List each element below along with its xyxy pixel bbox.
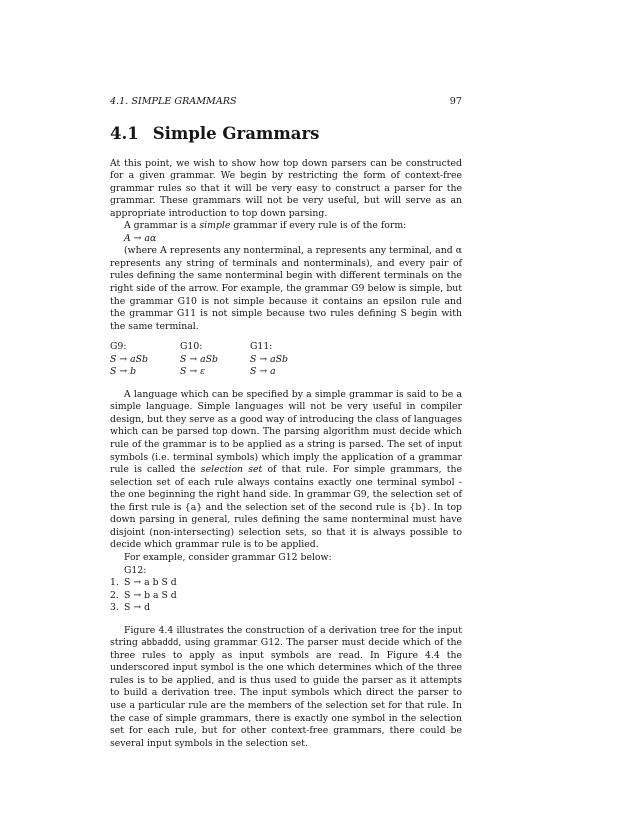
section-heading [110,124,462,144]
text-run: , using grammar G12. The parser must decide which of the three rules to apply as input symbols are read. In Figure 4.4 the underscored input symbol is the one which determines which of the three rules is to be applied, and is thus used to guide the parser as it attempts to build a derivation tree. The input symbols which direct the parser to use a particular rule are the members of the selection set for that rule. In the case of simple grammars, there is exactly one symbol in the selection set for each rule, but for other context-free grammars, there could be several input symbols in the selection set. [110,637,462,749]
grammar-examples [110,341,462,379]
section-title: Simple Grammars [152,123,320,143]
grammar-g10 [180,341,250,379]
list-item [110,590,462,603]
page-number: 97 [449,96,462,107]
rule-text: S → b a S d [124,589,177,601]
text-run: A language which can be specified by a simple grammar is said to be a simple language. Simple languages will not be very useful in compiler design, but they serve as a good way of introducing the class of languages which can be parsed top down. The parsing algorithm must decide which rule of the grammar is to be applied as a string is parsed. The set of input symbols (i.e. terminal symbols) which imply the application of a grammar rule is called the [110,388,462,476]
paragraph-g12-intro: For example, consider grammar G12 below: [124,551,332,563]
paragraph-simple-definition [110,220,462,233]
emphasis-simple: simple [199,220,231,232]
grammar-g12-name: G12: [124,564,147,576]
text-run: A grammar is a [124,220,200,232]
grammar-g9 [110,341,180,379]
spacer [110,615,462,625]
text-run: grammar if every rule is of the form: [230,220,407,232]
grammar-g12-rules [110,577,462,615]
list-item [110,602,462,615]
paragraph-simple-explanation: (where A represents any nonterminal, a represents any terminal, and α represents any string of terminals and nonterminals), and every pair of rules defining the same nonterminal begin with different terminals on the right side of the arrow. For example, the grammar G9 below is simple, but the grammar G10 is not simple because it contains an epsilon rule and the grammar G11 is not simple because two rules defining S begin with the same terminal. [110,245,462,332]
rule-number: 1. [110,577,119,589]
page-body [110,96,462,750]
grammar-rule: S → ε [180,366,206,378]
text-run: of that rule. For simple grammars, the selection set of each rule always contains exactly one terminal symbol - the one beginning the right hand side. In grammar G9, the selection set of the first rule is {a} and the selection set of the second rule is {b}. In top down parsing in general, rules defining the same nonterminal must have disjoint (non-intersecting) selection sets, so that it is always possible to decide which grammar rule is to be applied. [110,464,462,551]
running-head [110,96,462,109]
rule-text: S → a b S d [124,577,177,589]
grammar-g11 [250,341,320,379]
list-item [110,577,462,590]
grammar-rule: S → aSb [110,353,148,365]
text-run: Figure 4.4 illustrates the construction of a derivation tree for the input string [110,624,462,649]
grammar-name: G10: [180,341,203,353]
section-number: 4.1 [110,123,139,143]
emphasis-selection-set: selection set [200,464,263,476]
rule-text: S → d [124,602,151,614]
grammar-rule: S → aSb [250,353,288,365]
paragraph-figure-4-4 [110,625,462,750]
grammar-rule: S → aSb [180,353,218,365]
rule-number: 3. [110,602,119,614]
input-string-code: abbaddd [141,638,179,649]
paragraph-intro: At this point, we wish to show how top down parsers can be constructed for a given grammar. We begin by restricting the form of context-free grammar rules so that it will be very easy to construct a parser for the grammar. These grammars will not be very useful, but will serve as an appropriate introduction to top down parsing. [110,157,462,219]
grammar-name: G9: [110,341,127,353]
grammar-rule: S → b [110,366,137,378]
running-head-section: 4.1. SIMPLE GRAMMARS [110,96,237,107]
grammar-name: G11: [250,341,273,353]
grammar-rule: S → a [250,366,276,378]
paragraph-selection-set [110,389,462,552]
rule-number: 2. [110,589,119,601]
rule-form-formula: A → aα [124,232,157,244]
